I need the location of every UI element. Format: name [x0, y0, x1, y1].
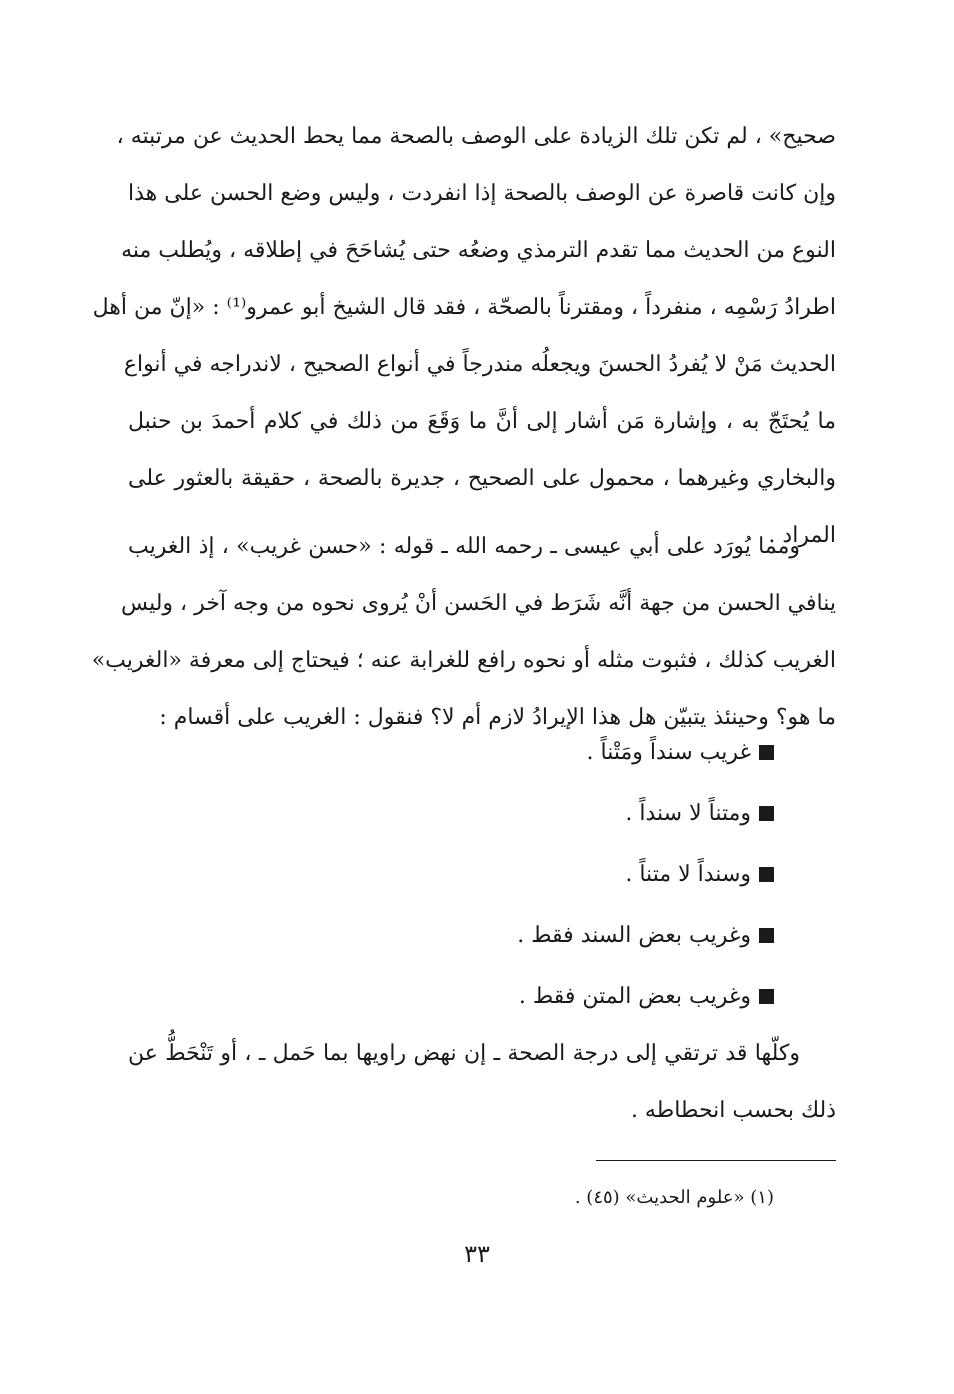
page-number: ٣٣ [464, 1240, 490, 1268]
list-item-text: ومتناً لا سنداً . [625, 801, 751, 826]
square-bullet-icon [759, 806, 774, 821]
paragraph-3 [128, 1025, 836, 1139]
square-bullet-icon [759, 745, 774, 760]
list-item-text: غريب سنداً ومَتْناً . [586, 740, 751, 765]
list-item [517, 783, 774, 844]
text-line: وكلّها قد ترتقي إلى درجة الصحة ـ إن نهض راويها بما حَمل ـ ، أو تَنْحَطُّ عن [128, 1041, 800, 1066]
list-item-text: وغريب بعض السند فقط . [517, 923, 751, 948]
list-item [517, 844, 774, 905]
text-line: ما يُحتَجّ به ، وإشارة مَن أشار إلى أنَّ ما وَقَعَ من ذلك في كلام أحمدَ بن حنبل [128, 409, 836, 434]
text-line: صحيح» ، لم تكن تلك الزيادة على الوصف بالصحة مما يحط الحديث عن مرتبته ، [116, 124, 836, 149]
text-line: ذلك بحسب انحطاطه . [630, 1098, 836, 1123]
list-item [517, 722, 774, 783]
paragraph-2 [91, 518, 836, 746]
text-line: وإن كانت قاصرة عن الوصف بالصحة إذا انفردت ، وليس وضع الحسن على هذا [128, 181, 836, 206]
text-line: ينافي الحسن من جهة أنَّه شَرَط في الحَسن أنْ يُروى نحوه من وجه آخر ، وليس [121, 591, 836, 616]
text-line: النوع من الحديث مما تقدم الترمذي وضعُه حتى يُشاحَحَ في إطلاقه ، ويُطلب منه [121, 238, 836, 263]
footnote-separator [596, 1160, 836, 1161]
categories-list [517, 722, 774, 1027]
list-item-text: وسنداً لا متناً . [625, 862, 751, 887]
text-line: الغريب كذلك ، فثبوت مثله أو نحوه رافع للغرابة عنه ؛ فيحتاج إلى معرفة «الغريب» [91, 648, 836, 673]
list-item [517, 966, 774, 1027]
square-bullet-icon [759, 928, 774, 943]
square-bullet-icon [759, 867, 774, 882]
list-item [517, 905, 774, 966]
paragraph-1 [92, 108, 836, 564]
text-line: ومما يُورَد على أبي عيسى ـ رحمه الله ـ قوله : «حسن غريب» ، إذ الغريب [128, 534, 801, 559]
text-line: والبخاري وغيرهما ، محمول على الصحيح ، جديرة بالصحة ، حقيقة بالعثور على [128, 466, 836, 491]
text-line: الحديث مَنْ لا يُفردُ الحسنَ ويجعلُه مندرجاً في أنواع الصحيح ، لاندراجه في أنواع [123, 352, 836, 377]
text-line: المراد . [768, 523, 836, 548]
text-line: ما هو؟ وحينئذ يتبيّن هل هذا الإيرادُ لازم أم لا؟ فنقول : الغريب على أقسام : [159, 705, 836, 730]
square-bullet-icon [759, 989, 774, 1004]
list-item-text: وغريب بعض المتن فقط . [518, 984, 751, 1009]
text-line: اطرادُ رَسْمِه ، منفرداً ، ومقترناً بالصحّة ، فقد قال الشيخ أبو عمرو⁽¹⁾ : «إنّ من أهل [92, 295, 836, 320]
footnote: (١) «علوم الحديث» (٤٥) . [574, 1187, 774, 1208]
